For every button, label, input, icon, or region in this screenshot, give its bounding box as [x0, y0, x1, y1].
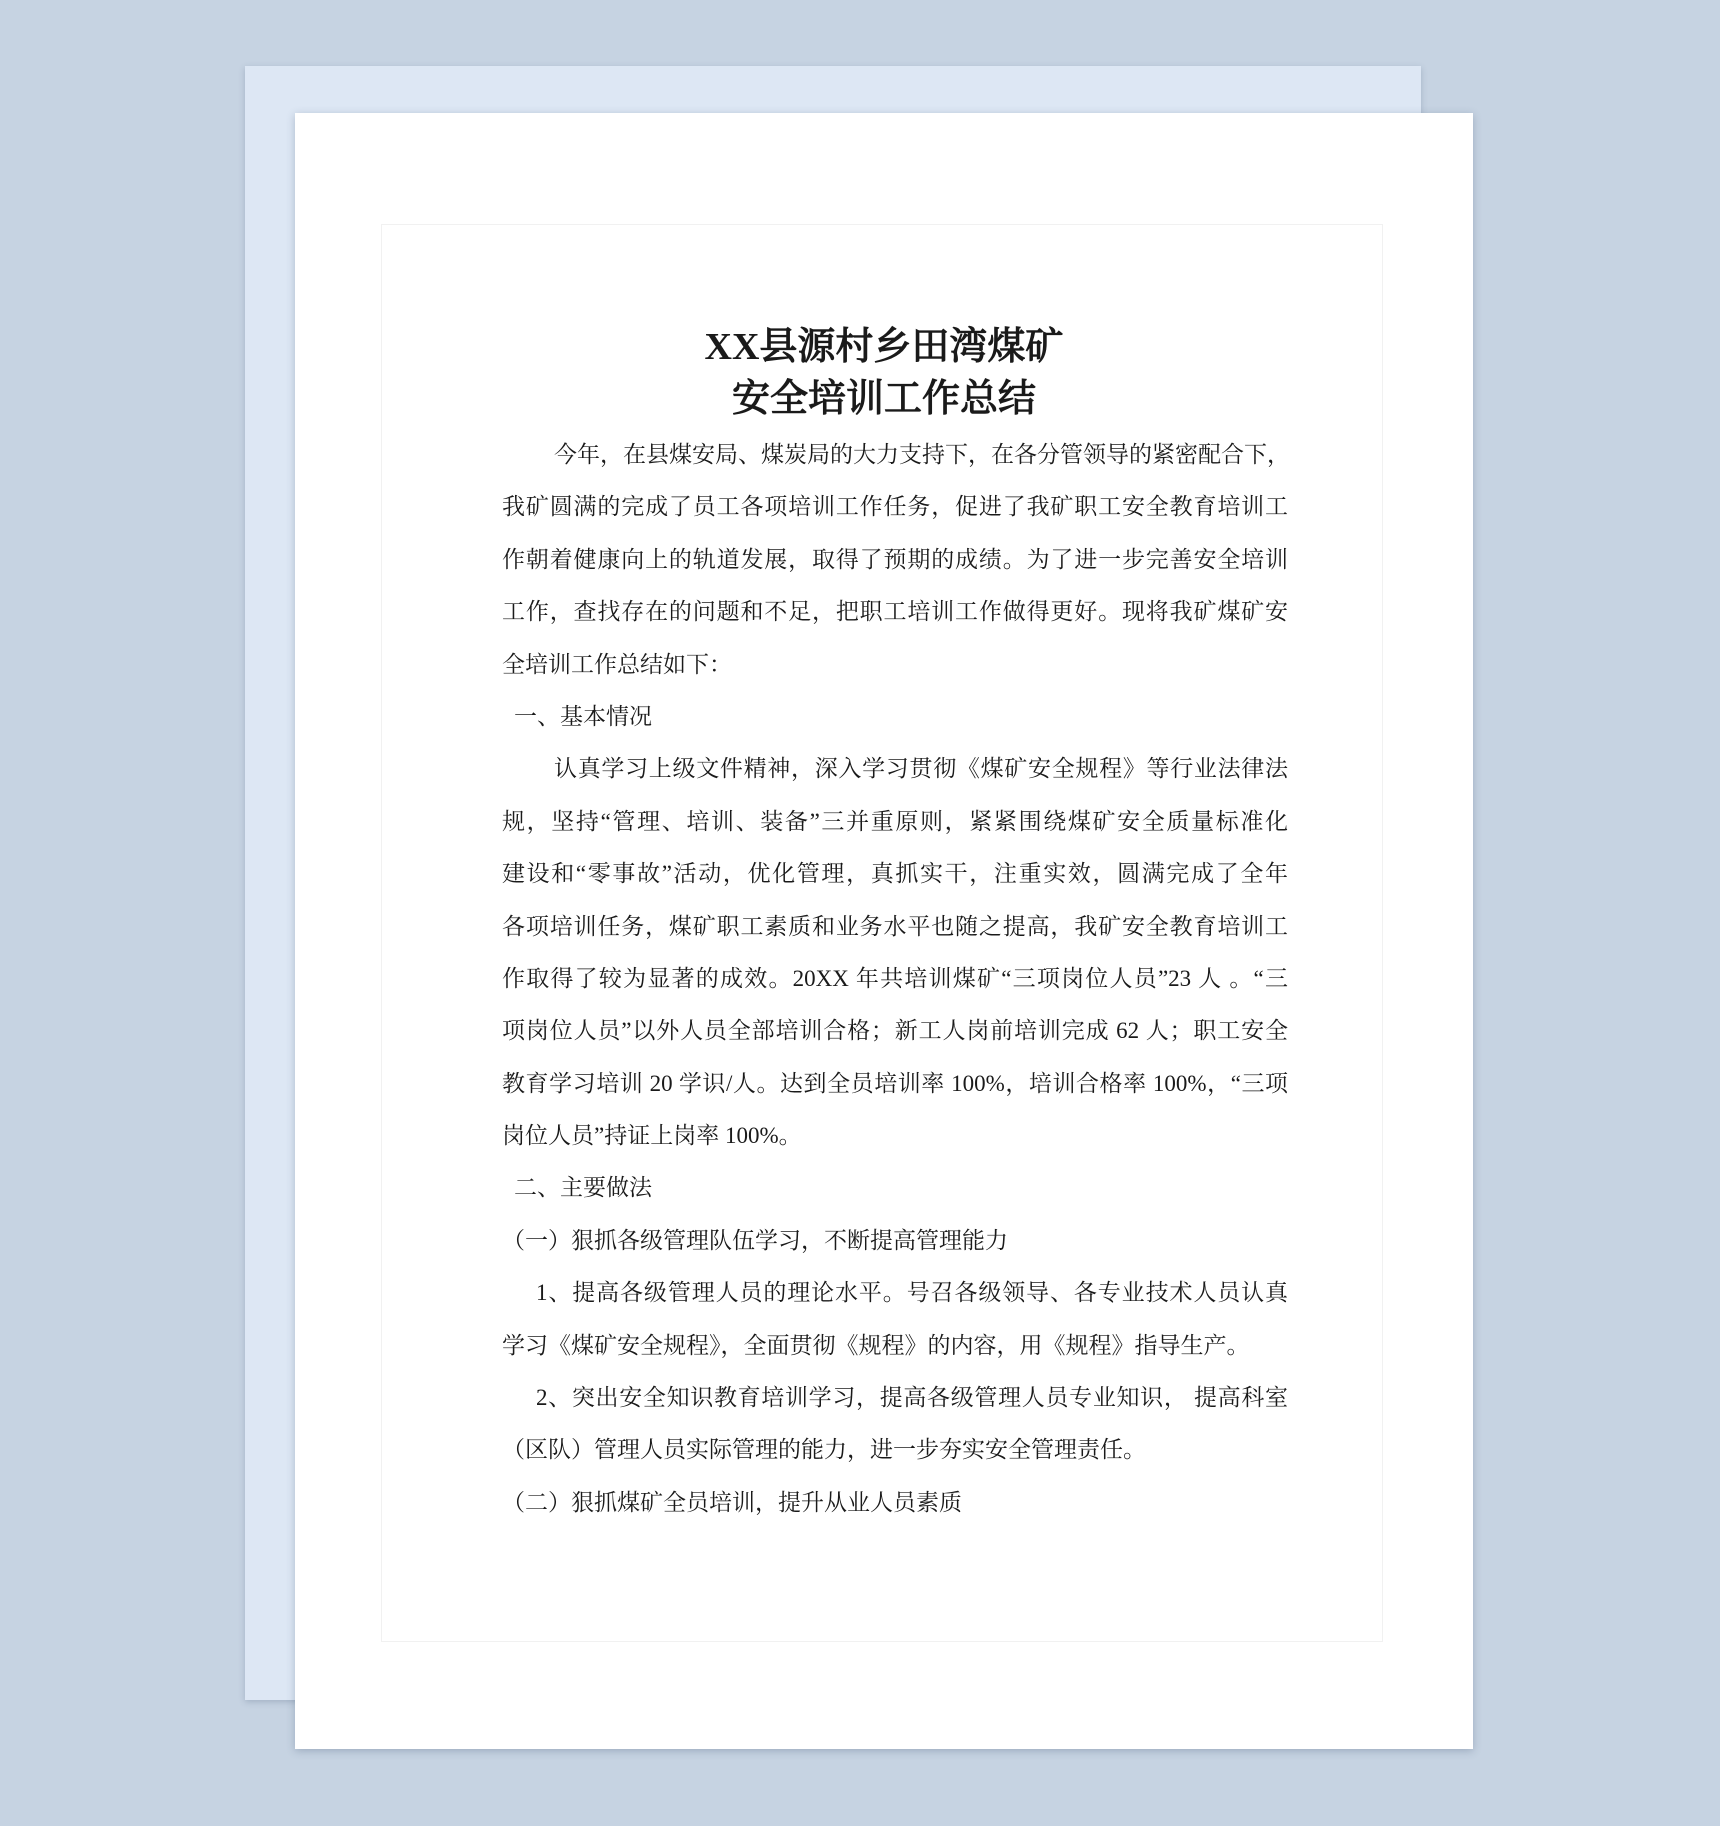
paragraph-line: 认真学习上级文件精神，深入学习贯彻《煤矿安全规程》等行业法律法	[554, 756, 1288, 782]
paragraph-line: 建设和“零事故”活动，优化管理，真抓实干，注重实效，圆满完成了全年	[502, 861, 1288, 887]
section-heading: 二、主要做法	[514, 1175, 652, 1201]
paragraph-line: 学习《煤矿安全规程》，全面贯彻《规程》的内容，用《规程》指导生产。	[502, 1332, 1250, 1358]
paragraph-line: 全培训工作总结如下：	[502, 651, 732, 677]
subsection-heading: （一）狠抓各级管理队伍学习，不断提高管理能力	[502, 1227, 1008, 1253]
subsection-heading: （二）狠抓煤矿全员培训，提升从业人员素质	[502, 1489, 962, 1515]
paragraph-line: 教育学习培训 20 学识/人。达到全员培训率 100%，培训合格率 100%，“三项	[502, 1070, 1288, 1096]
paragraph-line: 各项培训任务，煤矿职工素质和业务水平也随之提高，我矿安全教育培训工	[502, 913, 1288, 939]
paragraph-line: 工作，查找存在的问题和不足，把职工培训工作做得更好。现将我矿煤矿安	[502, 599, 1288, 625]
document-page	[295, 113, 1473, 1749]
paragraph-line: 今年，在县煤安局、煤炭局的大力支持下，在各分管领导的紧密配合下，	[554, 442, 1290, 467]
section-heading: 一、基本情况	[514, 703, 652, 729]
paragraph-line: （区队）管理人员实际管理的能力，进一步夯实安全管理责任。	[502, 1437, 1146, 1463]
document-title-line1: XX县源村乡田湾煤矿	[704, 326, 1064, 368]
paragraph-line: 我矿圆满的完成了员工各项培训工作任务，促进了我矿职工安全教育培训工	[502, 494, 1288, 520]
paragraph-line: 规，坚持“管理、培训、装备”三并重原则，紧紧围绕煤矿安全质量标准化	[502, 808, 1288, 834]
document-body	[502, 429, 1288, 1529]
paragraph-line: 作朝着健康向上的轨道发展，取得了预期的成绩。为了进一步完善安全培训	[502, 546, 1288, 572]
document-title-line2: 安全培训工作总结	[731, 378, 1036, 420]
paragraph-line: 作取得了较为显著的成效。20XX 年共培训煤矿“三项岗位人员”23 人 。“三	[502, 965, 1288, 991]
paragraph-line: 2、突出安全知识教育培训学习，提高各级管理人员专业知识， 提高科室	[536, 1385, 1288, 1411]
paragraph-line: 1、提高各级管理人员的理论水平。号召各级领导、各专业技术人员认真	[536, 1280, 1288, 1306]
paragraph-line: 岗位人员”持证上岗率 100%。	[502, 1123, 802, 1149]
paragraph-line: 项岗位人员”以外人员全部培训合格；新工人岗前培训完成 62 人；职工安全	[502, 1018, 1288, 1044]
